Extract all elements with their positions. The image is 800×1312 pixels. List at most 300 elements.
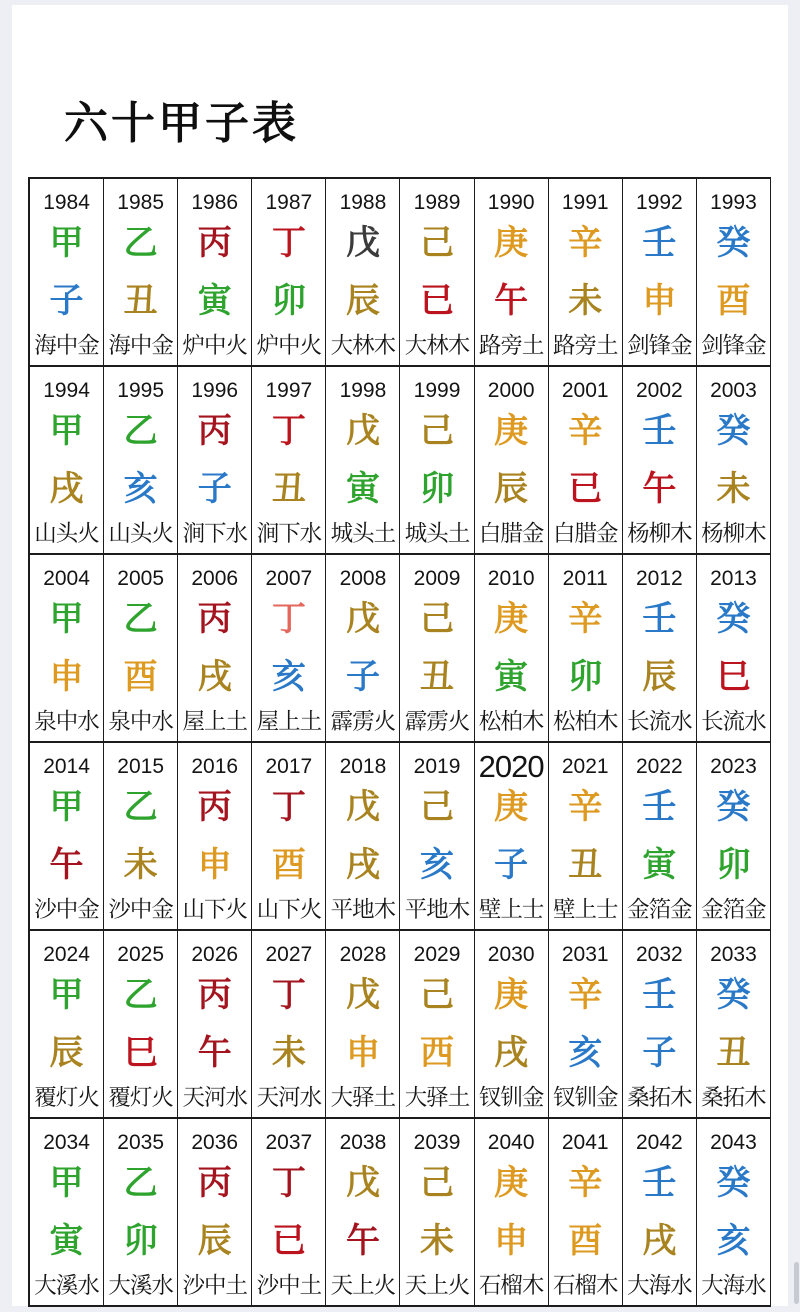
stem-char: 己 [420, 600, 455, 638]
nayin-label: 长流水 [701, 709, 766, 734]
nayin-label: 涧下水 [182, 521, 247, 546]
stem-char: 庚 [494, 1164, 529, 1202]
cell-2015 [104, 743, 178, 931]
stem-char: 丙 [197, 412, 232, 450]
nayin-label: 壁上士 [552, 897, 618, 922]
year-label: 2038 [339, 1131, 387, 1154]
stem-char: 乙 [123, 224, 158, 262]
stem-char: 壬 [642, 412, 677, 450]
nayin-label: 覆灯火 [108, 1085, 173, 1110]
stem-char: 丁 [271, 976, 306, 1014]
stem-char: 甲 [49, 412, 84, 450]
branch-char: 申 [197, 846, 232, 884]
nayin-label: 沙中金 [108, 897, 173, 922]
stem-char: 己 [420, 224, 455, 262]
year-label: 2031 [561, 943, 609, 966]
branch-char: 未 [271, 1034, 306, 1072]
cell-2005 [104, 555, 178, 743]
cell-1992 [623, 179, 697, 367]
jiazi-table [28, 177, 771, 1307]
branch-char: 亥 [568, 1034, 603, 1072]
stem-char: 甲 [49, 788, 84, 826]
stem-char: 癸 [716, 224, 751, 262]
cell-2036 [178, 1119, 252, 1307]
stem-char: 丁 [271, 600, 306, 638]
year-label: 2017 [265, 755, 313, 778]
year-label: 2021 [561, 755, 609, 778]
page-title: 六十甲子表 [64, 99, 299, 148]
stem-char: 丙 [197, 976, 232, 1014]
branch-char: 卯 [123, 1222, 158, 1260]
cell-2026 [178, 931, 252, 1119]
nayin-label: 山头火 [108, 521, 173, 546]
branch-char: 子 [494, 846, 529, 884]
cell-2013 [697, 555, 771, 743]
stem-char: 癸 [716, 788, 751, 826]
year-label: 2035 [117, 1131, 164, 1154]
stem-char: 庚 [494, 412, 529, 450]
year-label: 2014 [43, 755, 90, 778]
stem-char: 戊 [345, 600, 380, 638]
nayin-label: 大林木 [330, 333, 396, 358]
cell-1998 [326, 367, 400, 555]
nayin-label: 平地木 [330, 897, 396, 922]
nayin-label: 山下火 [256, 897, 322, 922]
stem-char: 乙 [123, 788, 158, 826]
year-label: 2028 [339, 943, 387, 966]
stem-char: 庚 [494, 976, 529, 1014]
cell-1996 [178, 367, 252, 555]
cell-2031 [549, 931, 623, 1119]
branch-char: 戌 [642, 1222, 677, 1260]
table-row [30, 1119, 771, 1307]
cell-1988 [326, 179, 400, 367]
nayin-label: 大驿土 [404, 1085, 470, 1110]
stem-char: 己 [420, 1164, 455, 1202]
cell-1985 [104, 179, 178, 367]
branch-char: 酉 [271, 846, 306, 884]
nayin-label: 杨柳木 [701, 521, 766, 546]
branch-char: 卯 [716, 846, 751, 884]
year-label: 2034 [43, 1131, 90, 1154]
nayin-label: 海中金 [108, 333, 173, 358]
cell-1994 [30, 367, 104, 555]
nayin-label: 沙中土 [182, 1273, 247, 1298]
nayin-label: 沙中金 [34, 897, 99, 922]
year-label: 2002 [635, 379, 683, 402]
cell-2004 [30, 555, 104, 743]
cell-1990 [475, 179, 549, 367]
stem-char: 辛 [568, 788, 603, 826]
nayin-label: 平地木 [404, 897, 470, 922]
year-label: 2011 [562, 567, 608, 590]
branch-char: 酉 [716, 282, 751, 320]
nayin-label: 覆灯火 [34, 1085, 99, 1110]
branch-char: 戌 [49, 470, 84, 508]
year-label: 2030 [487, 943, 535, 966]
nayin-label: 炉中火 [256, 333, 322, 358]
branch-char: 午 [642, 470, 677, 508]
cell-2012 [623, 555, 697, 743]
year-label: 1990 [487, 191, 535, 214]
stem-char: 丁 [271, 224, 306, 262]
year-label: 2013 [710, 567, 757, 590]
nayin-label: 炉中火 [182, 333, 247, 358]
nayin-label: 海中金 [34, 333, 99, 358]
stem-char: 己 [420, 788, 455, 826]
stem-char: 乙 [123, 600, 158, 638]
year-label: 2018 [339, 755, 387, 778]
year-label: 2022 [635, 755, 683, 778]
nayin-label: 石榴木 [478, 1273, 544, 1298]
branch-char: 申 [494, 1222, 529, 1260]
branch-char: 戌 [197, 658, 232, 696]
branch-char: 戌 [345, 846, 380, 884]
branch-char: 丑 [420, 658, 455, 696]
table-row [30, 555, 771, 743]
cell-2019 [400, 743, 474, 931]
nayin-label: 路旁土 [552, 333, 618, 358]
stem-char: 甲 [49, 224, 84, 262]
stem-char: 甲 [49, 600, 84, 638]
cell-2011 [549, 555, 623, 743]
year-label: 1993 [710, 191, 757, 214]
cell-2035 [104, 1119, 178, 1307]
branch-char: 已 [271, 1222, 306, 1260]
cell-2001 [549, 367, 623, 555]
cell-1989 [400, 179, 474, 367]
year-label: 1988 [339, 191, 387, 214]
branch-char: 亥 [716, 1222, 751, 1260]
cell-2043 [697, 1119, 771, 1307]
stem-char: 己 [420, 976, 455, 1014]
nayin-label: 长流水 [627, 709, 692, 734]
nayin-label: 城头土 [330, 521, 396, 546]
year-label: 2037 [265, 1131, 313, 1154]
year-label: 2000 [487, 379, 535, 402]
stem-char: 甲 [49, 976, 84, 1014]
nayin-label: 霹雳火 [404, 709, 470, 734]
branch-char: 丑 [123, 282, 158, 320]
stem-char: 庚 [494, 224, 529, 262]
stem-char: 戊 [345, 1164, 380, 1202]
branch-char: 未 [123, 846, 158, 884]
cell-2041 [549, 1119, 623, 1307]
branch-char: 寅 [197, 282, 232, 320]
year-label: 2040 [487, 1131, 535, 1154]
cell-2017 [252, 743, 326, 931]
nayin-label: 石榴木 [552, 1273, 618, 1298]
stem-char: 丙 [197, 224, 232, 262]
stem-char: 甲 [49, 1164, 84, 1202]
cell-2038 [326, 1119, 400, 1307]
stem-char: 戊 [345, 788, 380, 826]
nayin-label: 杨柳木 [627, 521, 692, 546]
nayin-label: 屋上土 [182, 709, 247, 734]
cell-2023 [697, 743, 771, 931]
year-label: 2020 [478, 749, 544, 784]
stem-char: 庚 [494, 600, 529, 638]
branch-char: 寅 [345, 470, 380, 508]
branch-char: 丑 [716, 1034, 751, 1072]
stem-char: 己 [420, 412, 455, 450]
stem-char: 庚 [494, 788, 529, 826]
branch-char: 午 [197, 1034, 232, 1072]
nayin-label: 钗钏金 [478, 1085, 544, 1110]
nayin-label: 大海水 [627, 1273, 692, 1298]
cell-2002 [623, 367, 697, 555]
year-label: 2041 [561, 1131, 609, 1154]
branch-char: 亥 [123, 470, 158, 508]
branch-char: 辰 [345, 282, 380, 320]
year-label: 2007 [265, 567, 313, 590]
year-label: 2036 [191, 1131, 239, 1154]
year-label: 1998 [339, 379, 387, 402]
year-label: 2029 [413, 943, 461, 966]
year-label: 2004 [43, 567, 90, 590]
stem-char: 丁 [271, 412, 306, 450]
year-label: 1997 [265, 379, 313, 402]
year-label: 2025 [117, 943, 164, 966]
year-label: 2012 [635, 567, 683, 590]
cell-1987 [252, 179, 326, 367]
cell-2022 [623, 743, 697, 931]
nayin-label: 松柏木 [552, 709, 618, 734]
nayin-label: 金箔金 [627, 897, 692, 922]
nayin-label: 山下火 [182, 897, 247, 922]
nayin-label: 路旁土 [478, 333, 544, 358]
year-label: 2016 [191, 755, 239, 778]
year-label: 2015 [117, 755, 164, 778]
cell-1999 [400, 367, 474, 555]
branch-char: 子 [49, 282, 84, 320]
branch-char: 午 [345, 1222, 380, 1260]
year-label: 2006 [191, 567, 239, 590]
scrollbar-thumb[interactable] [794, 1262, 799, 1304]
year-label: 1996 [191, 379, 239, 402]
branch-char: 酉 [123, 658, 158, 696]
cell-2014 [30, 743, 104, 931]
branch-char: 卯 [568, 658, 603, 696]
branch-char: 酉 [568, 1222, 603, 1260]
cell-2030 [475, 931, 549, 1119]
cell-2029 [400, 931, 474, 1119]
branch-char: 寅 [642, 846, 677, 884]
stem-char: 乙 [123, 1164, 158, 1202]
year-label: 2023 [710, 755, 757, 778]
year-label: 2026 [191, 943, 239, 966]
nayin-label: 白腊金 [478, 521, 544, 546]
year-label: 1984 [43, 191, 90, 214]
nayin-label: 天上火 [404, 1273, 470, 1298]
nayin-label: 屋上土 [256, 709, 322, 734]
nayin-label: 剑锋金 [627, 333, 692, 358]
cell-2006 [178, 555, 252, 743]
stem-char: 辛 [568, 600, 603, 638]
branch-char: 已 [568, 470, 603, 508]
nayin-label: 大驿土 [330, 1085, 396, 1110]
nayin-label: 沙中土 [256, 1273, 322, 1298]
cell-2020 [475, 743, 549, 931]
table-row [30, 367, 771, 555]
branch-char: 辰 [642, 658, 677, 696]
stem-char: 乙 [123, 976, 158, 1014]
cell-2009 [400, 555, 474, 743]
year-label: 2008 [339, 567, 387, 590]
stem-char: 壬 [642, 1164, 677, 1202]
nayin-label: 松柏木 [478, 709, 544, 734]
branch-char: 子 [642, 1034, 677, 1072]
branch-char: 卯 [420, 470, 455, 508]
stem-char: 辛 [568, 412, 603, 450]
nayin-label: 钗钏金 [552, 1085, 618, 1110]
branch-char: 已 [420, 282, 455, 320]
stem-char: 丁 [271, 788, 306, 826]
stem-char: 戊 [345, 976, 380, 1014]
year-label: 2001 [561, 379, 609, 402]
branch-char: 卯 [271, 282, 306, 320]
stem-char: 戊 [345, 412, 380, 450]
branch-char: 子 [345, 658, 380, 696]
year-label: 2024 [43, 943, 90, 966]
cell-2010 [475, 555, 549, 743]
nayin-label: 壁上士 [478, 897, 544, 922]
branch-char: 寅 [494, 658, 529, 696]
year-label: 2027 [265, 943, 313, 966]
year-label: 2032 [635, 943, 683, 966]
branch-char: 申 [345, 1034, 380, 1072]
year-label: 2009 [413, 567, 461, 590]
stem-char: 丙 [197, 600, 232, 638]
cell-1993 [697, 179, 771, 367]
stem-char: 丙 [197, 1164, 232, 1202]
nayin-label: 天河水 [256, 1085, 322, 1110]
year-label: 1987 [265, 191, 313, 214]
stem-char: 辛 [568, 224, 603, 262]
year-label: 1986 [191, 191, 239, 214]
stem-char: 壬 [642, 788, 677, 826]
stem-char: 丁 [271, 1164, 306, 1202]
branch-char: 未 [420, 1222, 455, 1260]
cell-2027 [252, 931, 326, 1119]
year-label: 1989 [413, 191, 461, 214]
cell-2007 [252, 555, 326, 743]
cell-2037 [252, 1119, 326, 1307]
year-label: 2043 [710, 1131, 757, 1154]
branch-char: 申 [49, 658, 84, 696]
year-label: 1999 [413, 379, 461, 402]
nayin-label: 泉中水 [108, 709, 173, 734]
nayin-label: 城头土 [404, 521, 470, 546]
year-label: 2003 [710, 379, 757, 402]
stem-char: 癸 [716, 412, 751, 450]
branch-char: 午 [49, 846, 84, 884]
cell-1991 [549, 179, 623, 367]
nayin-label: 金箔金 [701, 897, 766, 922]
cell-2016 [178, 743, 252, 931]
stem-char: 壬 [642, 600, 677, 638]
branch-char: 午 [494, 282, 529, 320]
cell-2000 [475, 367, 549, 555]
stem-char: 乙 [123, 412, 158, 450]
branch-char: 辰 [49, 1034, 84, 1072]
table-row [30, 179, 771, 367]
cell-2021 [549, 743, 623, 931]
year-label: 2019 [413, 755, 461, 778]
nayin-label: 白腊金 [552, 521, 618, 546]
cell-2024 [30, 931, 104, 1119]
branch-char: 申 [642, 282, 677, 320]
nayin-label: 大溪水 [108, 1273, 173, 1298]
stem-char: 壬 [642, 224, 677, 262]
branch-char: 巳 [123, 1034, 158, 1072]
branch-char: 未 [568, 282, 603, 320]
cell-1997 [252, 367, 326, 555]
branch-char: 戌 [494, 1034, 529, 1072]
year-label: 1985 [117, 191, 164, 214]
nayin-label: 山头火 [34, 521, 99, 546]
year-label: 1992 [635, 191, 683, 214]
cell-2032 [623, 931, 697, 1119]
branch-char: 丑 [568, 846, 603, 884]
year-label: 2042 [635, 1131, 683, 1154]
stem-char: 癸 [716, 976, 751, 1014]
cell-1995 [104, 367, 178, 555]
nayin-label: 涧下水 [256, 521, 322, 546]
cell-2042 [623, 1119, 697, 1307]
nayin-label: 天河水 [182, 1085, 247, 1110]
branch-char: 亥 [420, 846, 455, 884]
nayin-label: 大林木 [404, 333, 470, 358]
branch-char: 巳 [716, 658, 751, 696]
year-label: 2010 [487, 567, 535, 590]
stem-char: 癸 [716, 600, 751, 638]
nayin-label: 剑锋金 [701, 333, 766, 358]
stem-char: 丙 [197, 788, 232, 826]
cell-2018 [326, 743, 400, 931]
year-label: 1994 [43, 379, 90, 402]
branch-char: 丑 [271, 470, 306, 508]
nayin-label: 桑拓木 [701, 1085, 766, 1110]
branch-char: 亥 [271, 658, 306, 696]
cell-2003 [697, 367, 771, 555]
stem-char: 壬 [642, 976, 677, 1014]
table-row [30, 931, 771, 1119]
page-card [12, 5, 788, 1306]
cell-2008 [326, 555, 400, 743]
year-label: 1991 [561, 191, 609, 214]
branch-char: 寅 [49, 1222, 84, 1260]
branch-char: 子 [197, 470, 232, 508]
cell-1986 [178, 179, 252, 367]
year-label: 2005 [117, 567, 164, 590]
nayin-label: 大海水 [701, 1273, 766, 1298]
cell-2025 [104, 931, 178, 1119]
year-label: 2039 [413, 1131, 461, 1154]
nayin-label: 霹雳火 [330, 709, 396, 734]
nayin-label: 大溪水 [34, 1273, 99, 1298]
nayin-label: 桑拓木 [627, 1085, 692, 1110]
cell-1984 [30, 179, 104, 367]
stem-char: 戊 [345, 224, 380, 262]
branch-char: 辰 [494, 470, 529, 508]
branch-char: 辰 [197, 1222, 232, 1260]
cell-2039 [400, 1119, 474, 1307]
stem-char: 癸 [716, 1164, 751, 1202]
table-row [30, 743, 771, 931]
cell-2040 [475, 1119, 549, 1307]
year-label: 2033 [710, 943, 757, 966]
